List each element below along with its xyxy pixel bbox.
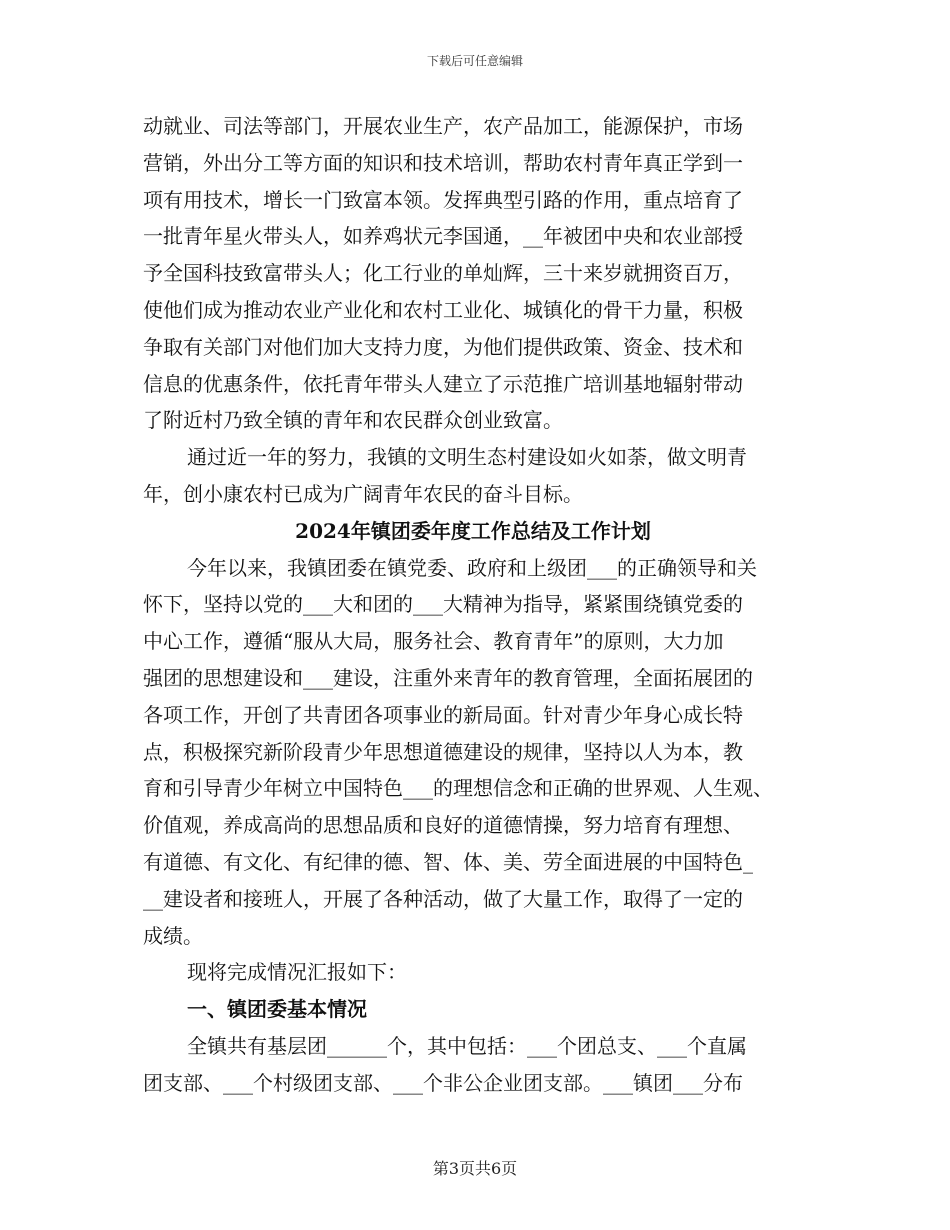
body-line: 中心工作，遵循“服从大局，服务社会、教育青年”的原则，大力加 [143, 629, 724, 654]
body-line: 点，积极探究新阶段青少年思想道德建设的规律，坚持以人为本，教 [143, 739, 743, 764]
body-line: 予全国科技致富带头人；化工行业的单灿辉，三十来岁就拥资百万， [143, 261, 743, 286]
page-header: 下载后可任意编辑 [426, 54, 523, 68]
paragraph-first-line: 现将完成情况汇报如下： [187, 960, 407, 985]
section-heading: 一、镇团委基本情况 [187, 997, 367, 1022]
body-line: 争取有关部门对他们加大支持力度，为他们提供政策、资金、技术和 [143, 334, 743, 359]
paragraph-first-line: 通过近一年的努力，我镇的文明生态村建设如火如荼，做文明青 [187, 445, 747, 470]
paragraph-first-line: 全镇共有基层团______个，其中包括：___个团总支、___个直属 [187, 1033, 747, 1058]
body-line: 一批青年星火带头人，如养鸡状元李国通，__年被团中央和农业部授 [143, 224, 743, 249]
body-line: __建设者和接班人，开展了各种活动，做了大量工作，取得了一定的 [143, 886, 743, 911]
body-line: 强团的思想建设和___建设，注重外来青年的教育管理，全面拓展团的 [143, 665, 753, 690]
body-line: 营销，外出分工等方面的知识和技术培训，帮助农村青年真正学到一 [143, 150, 743, 175]
body-line: 怀下，坚持以党的___大和团的___大精神为指导，紧紧围绕镇党委的 [143, 592, 743, 617]
paragraph-first-line: 今年以来，我镇团委在镇党委、政府和上级团___的正确领导和关 [187, 555, 757, 580]
body-line: 项有用技术，增长一门致富本领。发挥典型引路的作用，重点培育了 [143, 187, 743, 212]
body-line: 了附近村乃致全镇的青年和农民群众创业致富。 [143, 408, 563, 433]
body-line: 动就业、司法等部门，开展农业生产，农产品加工，能源保护，市场 [143, 114, 743, 138]
body-line: 年，创小康农村已成为广阔青年农民的奋斗目标。 [143, 481, 583, 506]
body-line: 价值观，养成高尚的思想品质和良好的道德情操，努力培育有理想、 [143, 813, 743, 838]
document-body [143, 108, 823, 1102]
page-number: 第3页共6页 [432, 1159, 518, 1178]
body-line: 各项工作，开创了共青团各项事业的新局面。针对青少年身心成长特 [143, 702, 743, 727]
body-line: 团支部、___个村级团支部、___个非公企业团支部。___镇团___分布 [143, 1070, 743, 1095]
section-title: 2024年镇团委年度工作总结及工作计划 [295, 518, 651, 543]
body-line: 育和引导青少年树立中国特色___的理想信念和正确的世界观、人生观、 [143, 776, 773, 801]
body-line: 信息的优惠条件，依托青年带头人建立了示范推广培训基地辐射带动 [143, 371, 743, 396]
body-line: 成绩。 [143, 923, 203, 948]
body-line: 使他们成为推动农业产业化和农村工业化、城镇化的骨干力量，积极 [143, 297, 743, 322]
body-line: 有道德、有文化、有纪律的德、智、体、美、劳全面进展的中国特色_ [143, 849, 753, 874]
